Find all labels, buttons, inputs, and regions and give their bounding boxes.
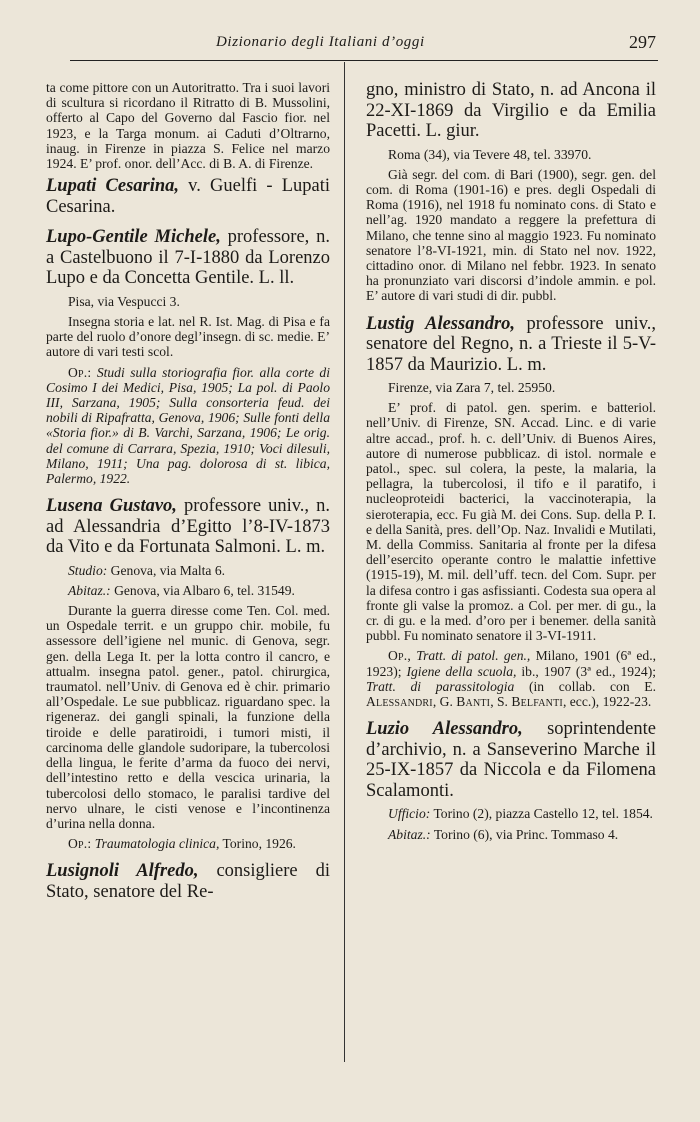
left-column <box>46 80 330 912</box>
entry-address: Pisa, via Vespucci 3. <box>68 293 180 309</box>
entry-headline <box>46 176 330 217</box>
entry-name: Lustig Alessandro, <box>366 313 516 334</box>
running-title: Dizionario degli Italiani d’oggi <box>216 34 425 50</box>
works-imprint: Milano, 1901 (6ª ed., 1923); <box>366 648 656 679</box>
entry-luzio <box>366 719 656 841</box>
entry-bio: professore, n. a Castelbuono il 7-I-1880 da Lorenzo Lupo e da Concetta Gentile. L. ll. <box>46 227 330 289</box>
entry-lusignoli-continued <box>366 80 656 304</box>
ufficio-address: Torino (2), piazza Castello 12, tel. 1854. <box>430 806 653 822</box>
entry-lusena <box>46 496 330 851</box>
page-header <box>70 28 658 61</box>
works-title: Tratt. di patol. gen., <box>410 648 531 664</box>
works-imprint: Torino, 1926. <box>219 836 296 852</box>
abitaz-address: Genova, via Albaro 6, tel. 31549. <box>110 582 295 598</box>
entry-headline <box>366 314 656 376</box>
entry-address: Firenze, via Zara 7, tel. 25950. <box>388 380 556 396</box>
entry-body: Già segr. del com. di Bari (1900), segr. gen. del com. di Roma (1901-16) e pres. degli Ospedali di Roma (1916), nel 1918 fu nominato cons. di Stato e nell’ag. 1920 mandato a reggere la prefettura di Milano, che tenne sino al maggio 1923. Fu nominato senatore l’8-VI-1921, min. di Stato nel nov. 1922, cittadino onor. di Milano nel febbr. 1923. In senato ha pronunziato vari discorsi d’indole ammin. e pol. E’ autore di vari studi di dir. pubbl. <box>366 166 656 304</box>
works-title: Traumatologia clinica, <box>91 836 220 852</box>
entry-abitaz <box>366 827 656 842</box>
entry-works <box>366 648 656 709</box>
entry-abitaz <box>46 583 330 598</box>
works-title: Igiene della scuola, <box>401 663 517 679</box>
entry-lupati <box>46 176 330 217</box>
works-imprint: , ecc.), 1922-23. <box>562 694 652 710</box>
entry-name: Lupo-Gentile Michele, <box>46 227 221 248</box>
works-title: Tratt. di parassitologia <box>366 678 515 694</box>
entry-studio <box>46 563 330 578</box>
entry-works <box>46 836 330 851</box>
abitaz-label: Abitaz.: <box>68 582 111 598</box>
works-label: Op.: <box>68 364 92 380</box>
entry-lupo-gentile <box>46 227 330 486</box>
right-column <box>366 80 656 852</box>
entry-bio: professore univ., n. ad Alessandria d’Egitto l’8-IV-1873 da Vito e da Fortunata Salmoni. L. m. <box>46 496 330 558</box>
entry-headline <box>46 496 330 558</box>
entry-lustig <box>366 314 656 710</box>
entry-name: Lusena Gustavo, <box>46 496 177 517</box>
abitaz-address: Torino (6), via Princ. Tommaso 4. <box>430 826 619 842</box>
coauthor-name: Belfanti <box>511 694 563 710</box>
entry-lusignoli <box>46 861 330 902</box>
entry-address: Roma (34), via Tevere 48, tel. 33970. <box>388 146 592 162</box>
entry-body: Insegna storia e lat. nel R. Ist. Mag. di Pisa e fa parte del ruolo d’onore degl’insegn. di sc. medie. E’ autore di vari testi scol. <box>46 313 330 360</box>
entry-name: Luzio Alessandro, <box>366 719 523 740</box>
entry-bio: consigliere di Stato, senatore del Re- <box>46 861 330 902</box>
coauthor-name: Banti <box>456 694 491 710</box>
works-list: Studi sulla storiografia fior. alla corte di Cosimo I dei Medici, Pisa, 1905; La pol. di Paolo III, Sarzana, 1905; Sulla consorteria feud. dei nobili di Ripafratta, Genova, 1906; Sulle fonti della «Storia fior.» di B. Varchi, Sarzana, 1906; Le orig. del comune di Carrara, Spezia, 1910; Voci dilesuli, Milano, 1911; Una pag. dolorosa di st. libica, Palermo, 1922. <box>46 364 330 486</box>
entry-crossref: v. Guelfi - Lupati Cesarina. <box>46 176 331 217</box>
studio-label: Studio: <box>68 562 108 578</box>
works-imprint: , G. <box>432 694 457 710</box>
works-label: Op.: <box>68 836 92 852</box>
column-divider <box>344 62 345 1062</box>
works-imprint: ib., 1907 (3ª ed., 1924); <box>516 663 657 679</box>
works-imprint: , S. <box>490 694 512 710</box>
studio-address: Genova, via Malta 6. <box>107 562 226 578</box>
entry-headline <box>46 861 330 902</box>
page-number: 297 <box>629 32 656 52</box>
coauthor-name: Alessandri <box>366 694 433 710</box>
entry-bio: professore univ., senatore del Regno, n. a Trieste il 5-V-1857 da Maurizio. L. m. <box>366 313 656 375</box>
works-label: Op., <box>388 648 411 664</box>
entry-ufficio <box>366 806 656 821</box>
entry-works <box>46 365 330 487</box>
entry-headline <box>46 227 330 289</box>
ufficio-label: Ufficio: <box>388 806 431 822</box>
entry-headline <box>366 719 656 801</box>
entry-body: E’ prof. di patol. gen. sperim. e batteriol. nell’Univ. di Firenze, SN. Accad. Linc. e di varie altre accad., prof. h. c. dell’Univ. di Buenos Aires, autore di numerose pubblicaz. di istol. normale e patol., spec. sul colera, la peste, la malaria, la pellagra, la tubercolosi, il tifo e il paratifo, i nucleoproteidi bacterici, la vaccinoterapia, la sieroterapia, ecc. Fu già M. dei Cons. Sup. della P. I. e della Sanità, pres. dell’Op. Naz. Invalidi e Mutilati, M. della Commiss. Sanitaria al fronte per la difesa dell’esercito operante contro le malattie infettive (1915-19), M. mil. dell’uff. tecn. del Com. Supr. per la difesa contro i gas asfissianti. Codesta sua opera al fronte gli valse la promoz. a Col. per mer. di gu., la cr. di gu. e la med. d’oro per i benemer. della sanità pubbl. Fu nominato senatore il 3-VI-1911. <box>366 400 656 644</box>
entry-bio: soprintendente d’archivio, n. a Sanseverino Marche il 25-IX-1857 da Niccola e da Filomena Scalamonti. <box>366 719 656 801</box>
entry-name: Lupati Cesarina, <box>46 176 180 197</box>
abitaz-label: Abitaz.: <box>388 826 431 842</box>
entry-body: Durante la guerra diresse come Ten. Col. med. un Ospedale territ. e un gruppo chir. mobile, fu assessore dell’igiene nel munic. di Genova, segr. gen. della Lega It. per la lotta contro il cancro, e attualm. insegna patol. gener., patol. chirurgica, traumatol. nell’Univ. di Genova ed è chir. primario all’Ospedale. Le sue pubblicaz. riguardano spec. la rigeneraz. dei gangli spinali, la funzione della tiroide e delle paratiroidi, i tumori misti, il carcinoma delle glandole sudoripare, la tubercolosi della lingua, le ferite d’arma da fuoco dei nervi, dell’intestino retto e della vescica urinaria, la tubercolosi dello stomaco, le paralisi tardive del nervo ulnare, le cisti venose e l’incontinenza d’urina nella donna. <box>46 603 330 831</box>
entry-headline-continued: gno, ministro di Stato, n. ad Ancona il 22-XI-1869 da Virgilio e da Emilia Pacetti. L. giur. <box>366 80 656 141</box>
entry-continuation: ta come pittore con un Autoritratto. Tra i suoi lavori di scultura si ricordano il Ritratto di B. Mussolini, offerto al Capo del Governo dal Fascio fior. nel 1923, e la Targa monum. ai Caduti d’Oltrarno, inaug. in Firenze in piazza S. Felice nel marzo 1924. E’ prof. onor. dell’Acc. di B. A. di Firenze. <box>46 80 330 172</box>
entry-name: Lusignoli Alfredo, <box>46 861 199 882</box>
works-imprint: (in collab. con E. <box>514 678 657 694</box>
